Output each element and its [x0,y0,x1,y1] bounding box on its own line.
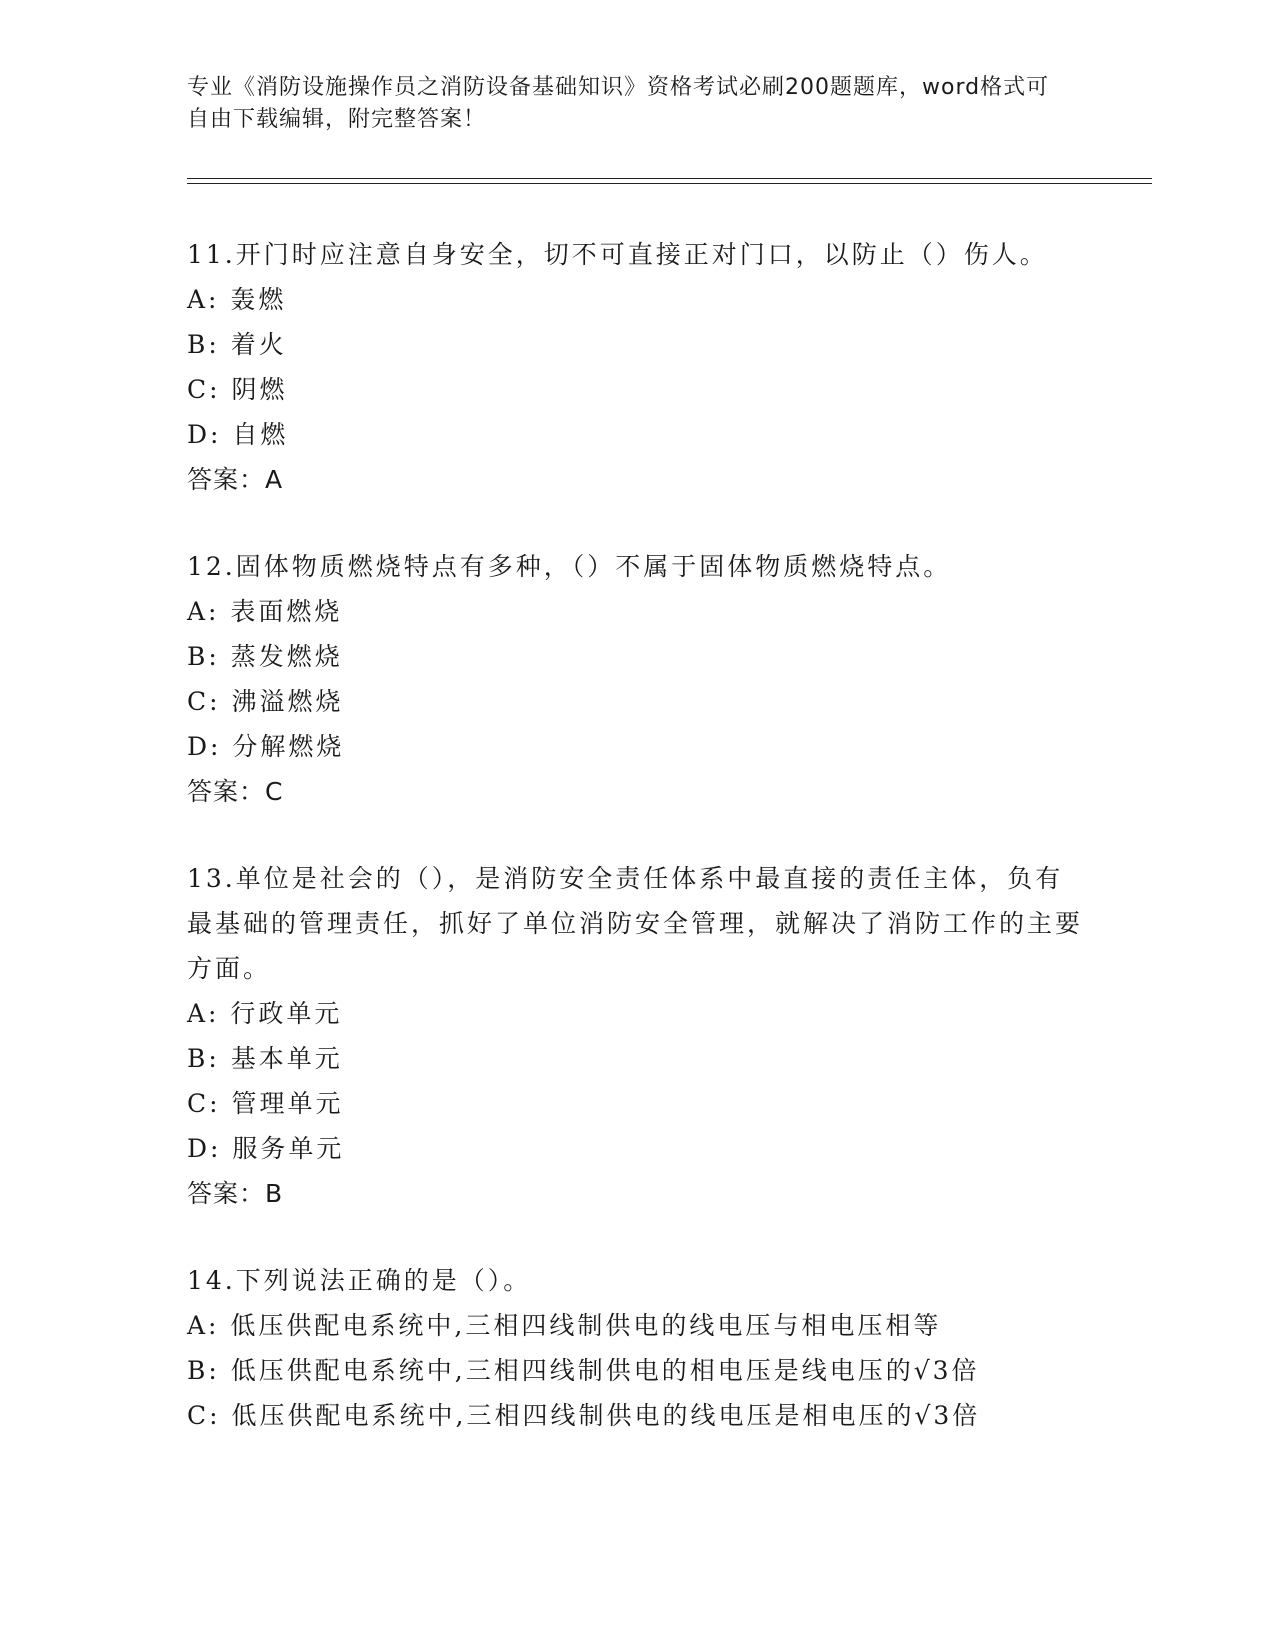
option-a: A: 轰燃 [187,285,287,314]
question-text: 13.单位是社会的（），是消防安全责任体系中最直接的责任主体，负有最基础的管理责任，抓好了单位消防安全管理，就解决了消防工作的主要方面。 [187,864,1084,983]
answer-line: 答案：C [187,777,284,806]
header-title: 专业《消防设施操作员之消防设备基础知识》资格考试必刷200题题库，word格式可自由下载编辑，附完整答案！ [187,75,1050,132]
question-list [187,232,1087,1480]
option-c: C: 沸溢燃烧 [187,687,344,716]
option-d: D: 服务单元 [187,1134,345,1163]
option-c: C: 管理单元 [187,1089,344,1118]
question-11 [187,232,1087,502]
header-divider-top [187,178,1152,179]
question-12 [187,544,1087,814]
question-text: 11.开门时应注意自身安全，切不可直接正对门口，以防止（）伤人。 [187,240,1048,269]
option-b: B: 蒸发燃烧 [187,642,343,671]
option-d: D: 分解燃烧 [187,732,345,761]
question-13 [187,856,1087,1216]
answer-line: 答案：A [187,465,284,494]
header-divider-bottom [187,183,1152,184]
option-a: A: 表面燃烧 [187,597,343,626]
option-a: A: 低压供配电系统中,三相四线制供电的线电压与相电压相等 [187,1311,942,1340]
option-c: C: 低压供配电系统中,三相四线制供电的线电压是相电压的√3倍 [187,1401,981,1430]
option-d: D: 自燃 [187,420,289,449]
option-b: B: 低压供配电系统中,三相四线制供电的相电压是线电压的√3倍 [187,1356,980,1385]
option-a: A: 行政单元 [187,999,343,1028]
option-b: B: 基本单元 [187,1044,343,1073]
option-b: B: 着火 [187,330,287,359]
question-text: 14.下列说法正确的是（）。 [187,1266,532,1295]
option-c: C: 阴燃 [187,375,288,404]
answer-line: 答案：B [187,1179,284,1208]
document-header [187,72,1067,136]
question-text: 12.固体物质燃烧特点有多种，（）不属于固体物质燃烧特点。 [187,552,952,581]
question-14 [187,1258,1087,1438]
